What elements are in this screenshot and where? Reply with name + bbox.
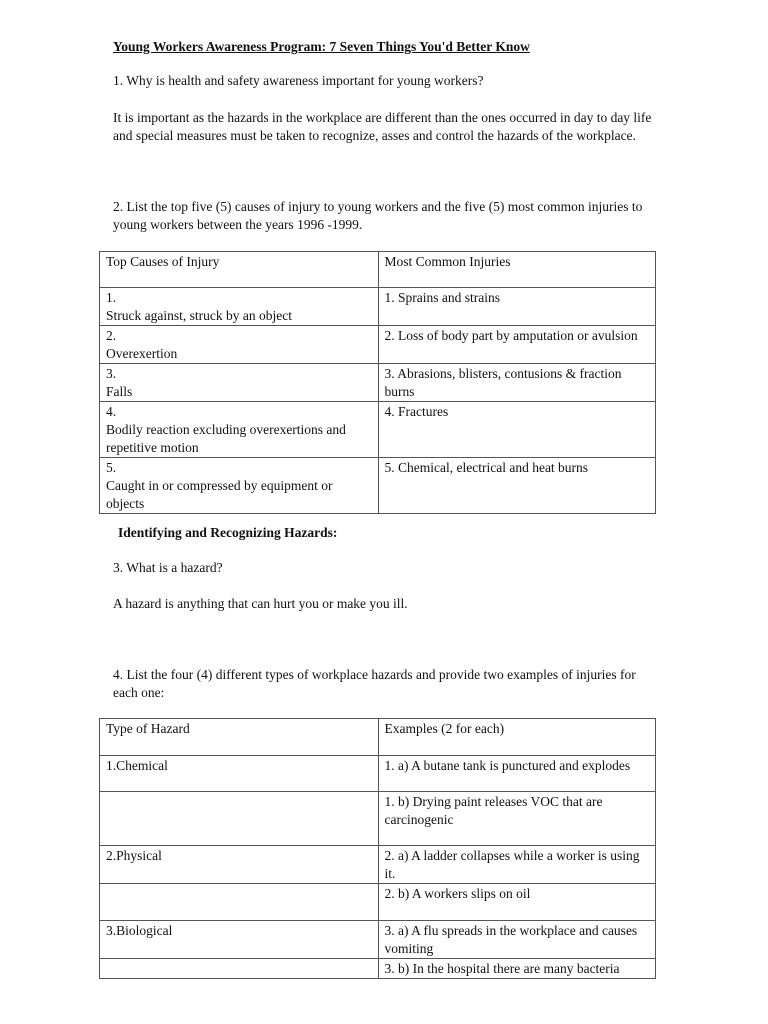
cause-number: 3. xyxy=(106,366,117,381)
cause-text: Bodily reaction excluding overexertions and repetitive motion xyxy=(106,422,346,455)
table-row xyxy=(100,402,656,458)
table-row xyxy=(100,458,656,514)
table-row xyxy=(100,364,656,402)
answer-1: It is important as the hazards in the workplace are different than the ones occurred in day to day life and special measures must be taken to recognize, asses and control the hazards of the workplace. xyxy=(113,110,652,143)
hazard-type-cell: 2.Physical xyxy=(100,846,379,884)
section-heading: Identifying and Recognizing Hazards: xyxy=(118,525,338,540)
hazard-type-cell xyxy=(100,959,379,979)
cause-number: 1. xyxy=(106,290,117,305)
table-header-row xyxy=(100,252,656,288)
hazard-type-cell xyxy=(100,792,379,846)
table-row xyxy=(100,921,656,959)
answer-3: A hazard is anything that can hurt you or make you ill. xyxy=(113,596,408,611)
table-header-row xyxy=(100,719,656,756)
example-cell: 2. b) A workers slips on oil xyxy=(378,884,655,921)
injury-table xyxy=(99,251,656,514)
cause-cell xyxy=(100,326,379,364)
example-cell: 3. b) In the hospital there are many bacteria xyxy=(378,959,655,979)
injury-cell: 4. Fractures xyxy=(378,402,655,458)
cause-cell xyxy=(100,458,379,514)
cause-number: 2. xyxy=(106,328,117,343)
hazard-type-cell: 3.Biological xyxy=(100,921,379,959)
example-cell: 1. a) A butane tank is punctured and explodes xyxy=(378,756,655,792)
cause-cell xyxy=(100,288,379,326)
table-row xyxy=(100,288,656,326)
cause-text: Falls xyxy=(106,384,133,399)
table-row xyxy=(100,846,656,884)
hazard-type-cell xyxy=(100,884,379,921)
table-row xyxy=(100,792,656,846)
table-row xyxy=(100,326,656,364)
table-row xyxy=(100,756,656,792)
column-header: Most Common Injuries xyxy=(378,252,655,288)
injury-cell: 3. Abrasions, blisters, contusions & fraction burns xyxy=(378,364,655,402)
column-header: Examples (2 for each) xyxy=(378,719,655,756)
hazard-table xyxy=(99,718,656,979)
question-1: 1. Why is health and safety awareness important for young workers? xyxy=(113,73,484,88)
example-cell: 3. a) A flu spreads in the workplace and causes vomiting xyxy=(378,921,655,959)
cause-cell xyxy=(100,364,379,402)
cause-text: Overexertion xyxy=(106,346,178,361)
table-row xyxy=(100,884,656,921)
cause-text: Struck against, struck by an object xyxy=(106,308,292,323)
example-cell: 1. b) Drying paint releases VOC that are carcinogenic xyxy=(378,792,655,846)
cause-text: Caught in or compressed by equipment or objects xyxy=(106,478,333,511)
column-header: Top Causes of Injury xyxy=(100,252,379,288)
cause-number: 5. xyxy=(106,460,117,475)
injury-cell: 5. Chemical, electrical and heat burns xyxy=(378,458,655,514)
cause-number: 4. xyxy=(106,404,117,419)
cause-cell xyxy=(100,402,379,458)
question-3: 3. What is a hazard? xyxy=(113,560,223,575)
injury-cell: 1. Sprains and strains xyxy=(378,288,655,326)
column-header: Type of Hazard xyxy=(100,719,379,756)
question-4: 4. List the four (4) different types of workplace hazards and provide two examples of injuries for each one: xyxy=(113,667,636,700)
question-2: 2. List the top five (5) causes of injury to young workers and the five (5) most common injuries to young workers between the years 1996 -1999. xyxy=(113,199,643,232)
table-row xyxy=(100,959,656,979)
example-cell: 2. a) A ladder collapses while a worker is using it. xyxy=(378,846,655,884)
hazard-type-cell: 1.Chemical xyxy=(100,756,379,792)
injury-cell: 2. Loss of body part by amputation or avulsion xyxy=(378,326,655,364)
document-title: Young Workers Awareness Program: 7 Seven Things You'd Better Know xyxy=(113,39,530,54)
